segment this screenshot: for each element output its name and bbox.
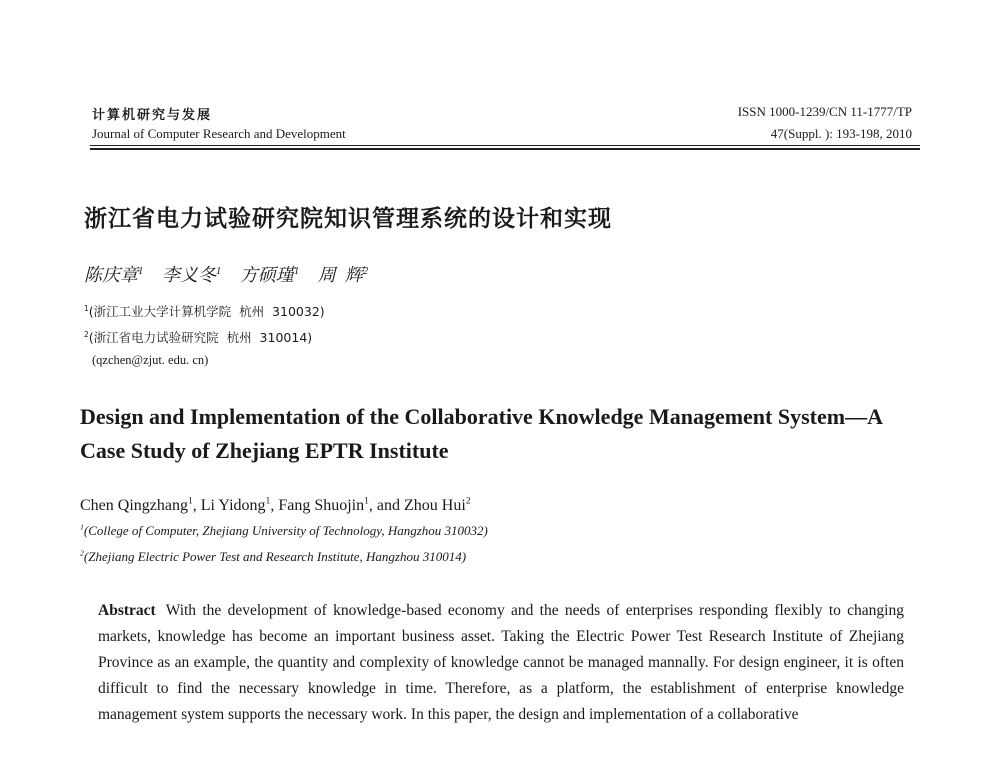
affiliation-en-text: (Zhejiang Electric Power Test and Research Institute, Hangzhou 310014)	[83, 549, 467, 564]
paper-title-cn: 浙江省电力试验研究院知识管理系统的设计和实现	[84, 206, 612, 232]
affiliation-en-sup: 1	[80, 522, 84, 532]
volume-pages: 47(Suppl. ): 193-198, 2010	[770, 126, 912, 141]
author-cn-sup: 1	[138, 265, 144, 277]
affiliation-cn	[84, 302, 325, 320]
journal-title-cn: 计算机研究与发展	[92, 108, 213, 123]
affiliation-cn-sup: 1	[84, 303, 89, 313]
author-en-name: Fang Shuojin	[278, 497, 365, 514]
author-en-sup: 1	[265, 495, 271, 507]
abstract	[98, 598, 904, 728]
author-cn	[162, 265, 221, 285]
author-cn	[318, 265, 368, 285]
author-cn-name: 方硕瑾	[239, 265, 294, 285]
author-cn	[240, 265, 299, 285]
author-cn-sup: 1	[293, 265, 300, 277]
author-en-name: Chen Qingzhang	[80, 497, 188, 514]
author-list-en	[80, 497, 471, 515]
author-cn-name: 周 辉	[317, 265, 363, 285]
author-en-sup: 2	[465, 495, 471, 507]
author-cn	[84, 265, 143, 285]
affiliation-en	[80, 549, 466, 565]
author-cn-name: 李义冬	[161, 265, 216, 285]
affiliation-en	[80, 523, 488, 539]
affiliation-cn-text: (浙江工业大学计算机学院 杭州 310032)	[88, 304, 325, 319]
affiliation-en-sup: 2	[80, 548, 84, 558]
affiliation-cn-sup: 2	[84, 329, 89, 339]
author-cn-name: 陈庆章	[84, 265, 138, 285]
header-rule-thick	[90, 148, 920, 150]
author-cn-sup: 1	[215, 265, 222, 277]
author-en-name: Li Yidong	[200, 497, 266, 514]
issn: ISSN 1000-1239/CN 11-1777/TP	[737, 104, 912, 119]
author-list-cn	[84, 261, 382, 287]
header-rule-thin	[90, 145, 920, 146]
abstract-text: With the development of knowledge-based economy and the needs of enterprises responding flexibly to changing markets, knowledge has become an important business asset. Taking the Electric Power Test Research Institute of Zhejiang Province as an example, the quantity and complexity of knowledge cannot be managed mannally. For design engineer, it is often difficult to find the necessary knowledge in time. Therefore, as a platform, the establishment of enterprise knowledge management system supports the necessary work. In this paper, the design and implementation of a collaborative	[98, 602, 904, 723]
author-en-sup: 1	[187, 495, 193, 507]
author-en-name: Zhou Hui	[404, 497, 466, 514]
abstract-label: Abstract	[98, 602, 156, 619]
email: (qzchen@zjut. edu. cn)	[92, 353, 209, 367]
author-separator: , and	[368, 497, 405, 514]
affiliation-cn-text: (浙江省电力试验研究院 杭州 310014)	[88, 330, 313, 345]
author-en-sup: 1	[364, 495, 369, 507]
author-separator: ,	[270, 497, 279, 514]
author-cn-sup: 2	[362, 265, 369, 277]
paper-title-en: Design and Implementation of the Collaborative Knowledge Management System—A Case Study of Zhejiang EPTR Institute	[80, 404, 882, 463]
affiliation-cn	[84, 328, 312, 346]
journal-title-en: Journal of Computer Research and Development	[92, 126, 346, 141]
author-separator: ,	[192, 497, 201, 514]
affiliation-en-text: (College of Computer, Zhejiang University of Technology, Hangzhou 310032)	[83, 523, 488, 538]
